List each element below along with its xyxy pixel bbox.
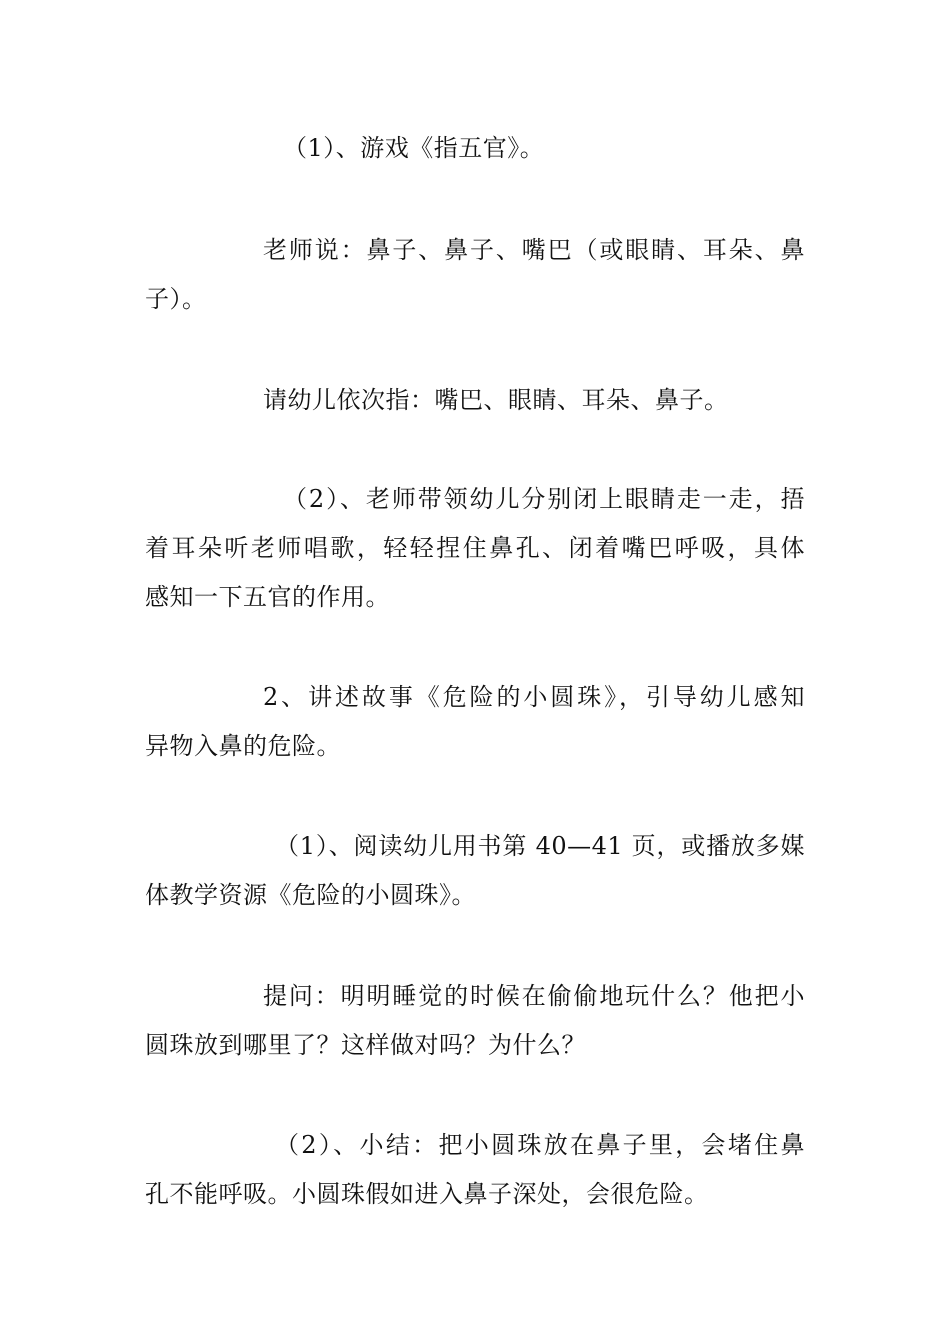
paragraph-line: 孔不能呼吸。小圆珠假如进入鼻子深处，会很危险。 (145, 1180, 709, 1208)
paragraph-children-point (145, 376, 805, 425)
paragraph-line: （2）、老师带领幼儿分别闭上眼睛走一走，捂 (283, 485, 805, 513)
paragraph-line: （2）、小结：把小圆珠放在鼻子里，会堵住鼻 (275, 1131, 805, 1159)
paragraph-question (145, 972, 805, 1070)
paragraph-line: 异物入鼻的危险。 (145, 732, 341, 760)
paragraph-summary (145, 1121, 805, 1219)
paragraph-line: （1）、游戏《指五官》。 (283, 134, 545, 162)
paragraph-line: 2、讲述故事《危险的小圆珠》，引导幼儿感知 (263, 683, 805, 711)
paragraph-teacher-leads (145, 475, 805, 622)
paragraph-tell-story (145, 673, 805, 771)
paragraph-line: 体教学资源《危险的小圆珠》。 (145, 881, 476, 909)
paragraph-line: 子）。 (145, 285, 207, 313)
paragraph-read-book (145, 822, 805, 920)
paragraph-line: 着耳朵听老师唱歌，轻轻捏住鼻孔、闭着嘴巴呼吸，具体 (145, 534, 805, 562)
paragraph-line: 感知一下五官的作用。 (145, 583, 390, 611)
paragraph-line: 提问：明明睡觉的时候在偷偷地玩什么？他把小 (263, 982, 805, 1010)
paragraph-line: （1）、阅读幼儿用书第 40—41 页，或播放多媒 (275, 832, 805, 860)
paragraph-line: 请幼儿依次指：嘴巴、眼睛、耳朵、鼻子。 (263, 386, 729, 414)
paragraph-game-point-features (145, 124, 805, 173)
paragraph-line: 老师说：鼻子、鼻子、嘴巴（或眼睛、耳朵、鼻 (263, 236, 805, 264)
paragraph-line: 圆珠放到哪里了？这样做对吗？为什么？ (145, 1031, 586, 1059)
paragraph-teacher-says (145, 226, 805, 324)
